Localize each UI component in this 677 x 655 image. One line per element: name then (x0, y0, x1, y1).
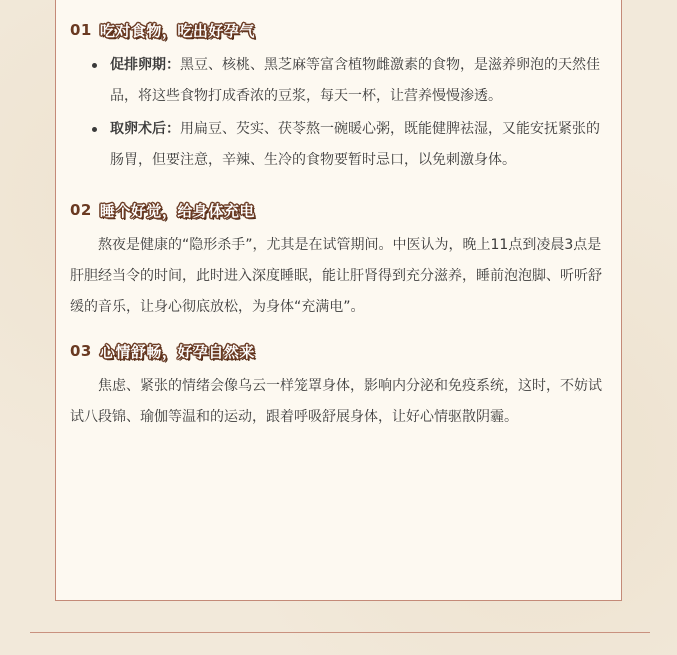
section-heading (70, 337, 610, 365)
bullet-text: 黑豆、核桃、黑芝麻等富含植物雌激素的食物，是滋养卵泡的天然佳品，将这些食物打成香浓的豆浆，每天一杯，让营养慢慢渗透。 (110, 57, 600, 104)
list-item (70, 114, 610, 176)
divider (30, 632, 650, 633)
section-heading (70, 196, 610, 224)
section-number: 03 (70, 342, 92, 360)
section-number: 02 (70, 201, 92, 219)
section-number: 01 (70, 21, 92, 39)
bullet-label: 促排卵期： (110, 57, 180, 73)
bullet-dot-icon (92, 63, 97, 68)
bullet-list (70, 50, 610, 176)
section-diet (70, 16, 610, 176)
paragraph: 熬夜是健康的“隐形杀手”，尤其是在试管期间。中医认为，晚上11点到凌晨3点是肝胆经当令的时间，此时进入深度睡眠，能让肝肾得到充分滋养，睡前泡泡脚、听听舒缓的音乐，让身心彻底放松，为身体“充满电”。 (70, 237, 602, 315)
article-body (70, 16, 610, 447)
section-title: 睡个好觉，给身体充电 (99, 201, 255, 220)
section-title: 心情舒畅，好孕自然来 (99, 342, 255, 361)
bullet-label: 取卵术后： (110, 121, 180, 137)
bullet-text: 用扁豆、芡实、茯苓熬一碗暖心粥，既能健脾祛湿，又能安抚紧张的肠胃，但要注意，辛辣、生冷的食物要暂时忌口，以免刺激身体。 (110, 121, 600, 168)
section-sleep (70, 196, 610, 323)
paragraph: 焦虑、紧张的情绪会像乌云一样笼罩身体，影响内分泌和免疫系统，这时，不妨试试八段锦、瑜伽等温和的运动，跟着呼吸舒展身体，让好心情驱散阴霾。 (70, 378, 602, 425)
list-item (70, 50, 610, 112)
bullet-dot-icon (92, 127, 97, 132)
section-heading (70, 16, 610, 44)
section-title: 吃对食物，吃出好孕气 (99, 21, 255, 40)
section-mood (70, 337, 610, 433)
